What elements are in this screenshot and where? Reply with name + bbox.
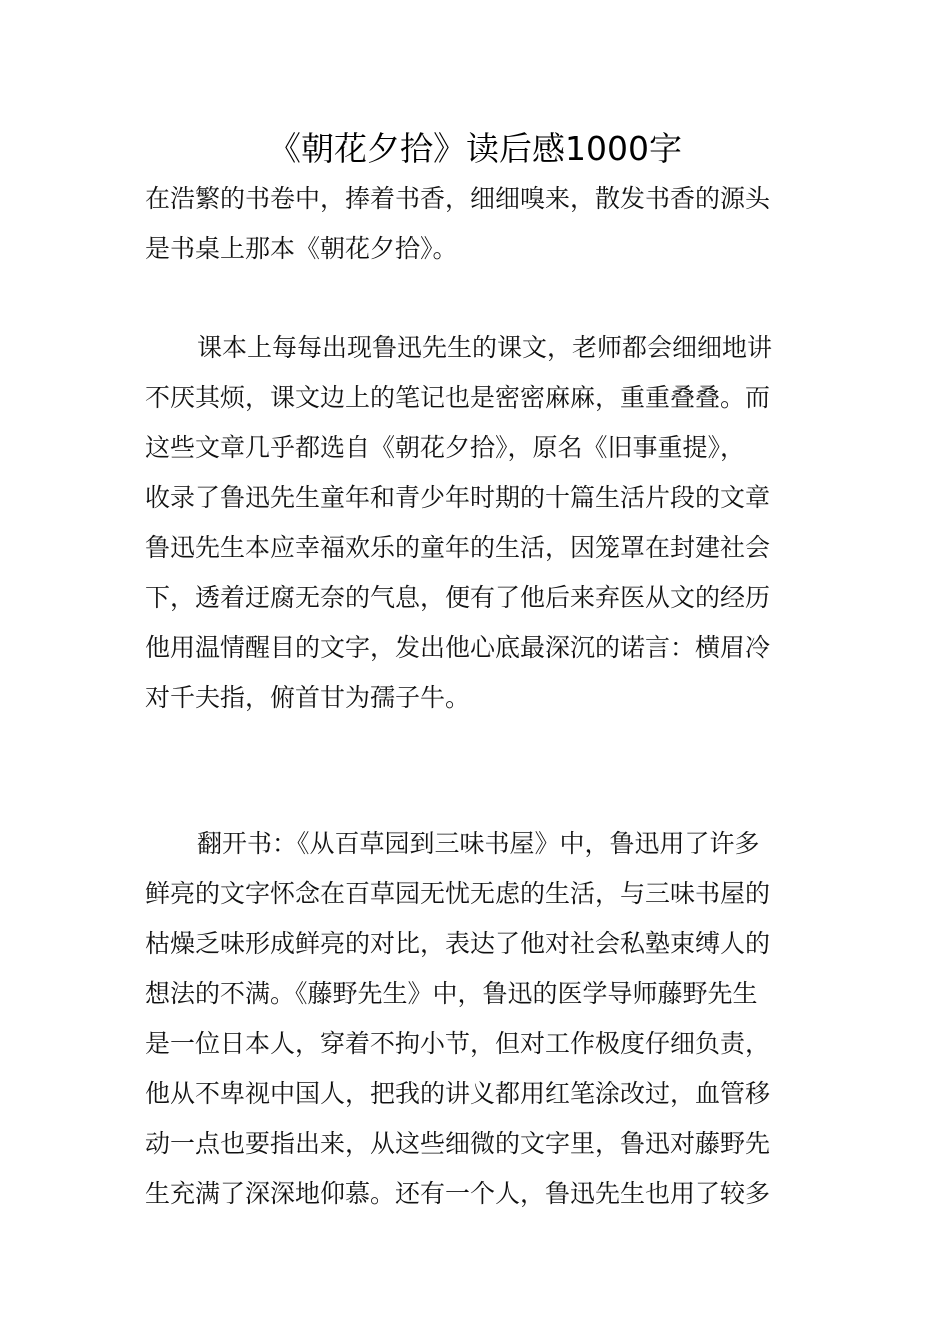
text-line-9: 他用温情醒目的文字，发出他心底最深沉的诺言：横眉冷 — [145, 633, 771, 662]
text-line-17: 动一点也要指出来，从这些细微的文字里，鲁迅对藤野先 — [145, 1129, 771, 1158]
text-line-1: 在浩繁的书卷中，捧着书香，细细嗅来，散发书香的源头 — [145, 184, 771, 213]
text-line-14: 想法的不满。《藤野先生》中，鲁迅的医学导师藤野先生 — [145, 979, 758, 1008]
text-line-4: 不厌其烦，课文边上的笔记也是密密麻麻，重重叠叠。而 — [145, 383, 771, 412]
text-line-12: 鲜亮的文字怀念在百草园无忧无虑的生活，与三味书屋的 — [145, 879, 771, 908]
text-line-16: 他从不卑视中国人，把我的讲义都用红笔涂改过，血管移 — [145, 1079, 771, 1108]
text-line-5: 这些文章几乎都选自《朝花夕拾》，原名《旧事重提》， — [145, 433, 746, 462]
text-line-18: 生充满了深深地仰慕。还有一个人，鲁迅先生也用了较多 — [145, 1179, 771, 1208]
text-line-13: 枯燥乏味形成鲜亮的对比，表达了他对社会私塾束缚人的 — [145, 929, 771, 958]
text-line-7: 鲁迅先生本应幸福欢乐的童年的生活，因笼罩在封建社会 — [145, 533, 771, 562]
text-line-3: 课本上每每出现鲁迅先生的课文，老师都会细细地讲 — [197, 333, 773, 362]
text-line-6: 收录了鲁迅先生童年和青少年时期的十篇生活片段的文章 — [145, 483, 771, 512]
text-line-2: 是书桌上那本《朝花夕拾》。 — [145, 234, 458, 263]
text-line-11: 翻开书：《从百草园到三味书屋》中，鲁迅用了许多 — [197, 829, 760, 858]
text-line-10: 对千夫指，俯首甘为孺子牛。 — [145, 683, 471, 712]
text-line-15: 是一位日本人，穿着不拘小节，但对工作极度仔细负责， — [145, 1029, 771, 1058]
document-title: 《朝花夕拾》读后感1000字 — [268, 129, 682, 168]
text-line-8: 下，透着迂腐无奈的气息，便有了他后来弃医从文的经历 — [145, 583, 771, 612]
